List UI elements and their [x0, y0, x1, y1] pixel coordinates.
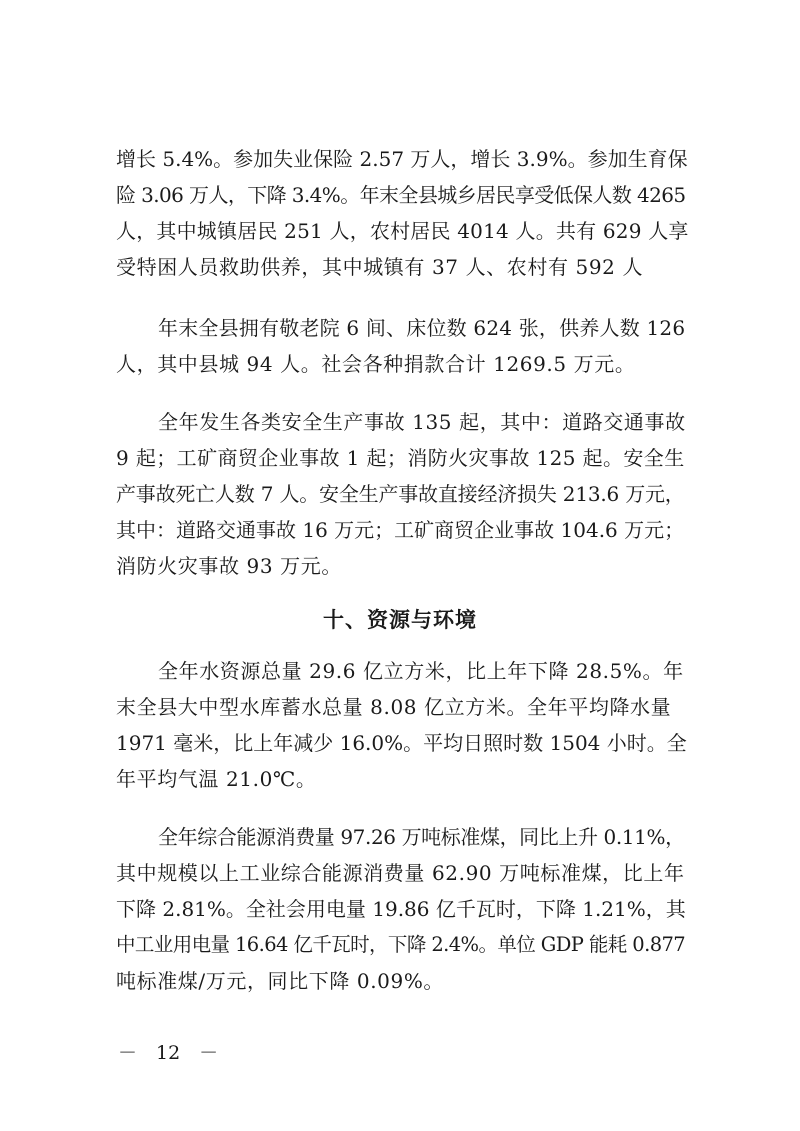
text-line: 全年发生各类安全生产事故 135 起，其中：道路交通事故: [158, 410, 686, 434]
text-line: 下降 2.81%。全社会用电量 19.86 亿千瓦时，下降 1.21%，其: [116, 897, 686, 921]
text-line: 全年水资源总量 29.6 亿立方米，比上年下降 28.5%。年: [158, 659, 684, 683]
text-line: 9 起；工矿商贸企业事故 1 起；消防火灾事故 125 起。安全生: [116, 446, 685, 470]
text-line: 险 3.06 万人，下降 3.4%。年末全县城乡居民享受低保人数 4265: [116, 183, 686, 207]
text-line: 人，其中县城 94 人。社会各种捐款合计 1269.5 万元。: [116, 352, 636, 376]
text-line: 1971 毫米，比上年减少 16.0%。平均日照时数 1504 小时。全: [116, 731, 687, 755]
text-line: 年末全县拥有敬老院 6 间、床位数 624 张，供养人数 126: [158, 316, 686, 340]
text-line: 产事故死亡人数 7 人。安全生产事故直接经济损失 213.6 万元，: [116, 482, 685, 506]
text-line: 增长 5.4%。参加失业保险 2.57 万人，增长 3.9%。参加生育保: [116, 147, 688, 171]
text-line: 吨标准煤/万元，同比下降 0.09%。: [116, 969, 445, 993]
text-line: 其中规模以上工业综合能源消费量 62.90 万吨标准煤，比上年: [116, 861, 685, 885]
text-line: 末全县大中型水库蓄水总量 8.08 亿立方米。全年平均降水量: [116, 695, 672, 719]
text-line: 受特困人员救助供养，其中城镇有 37 人、农村有 592 人: [116, 255, 644, 279]
text-line: 全年综合能源消费量 97.26 万吨标准煤，同比上升 0.11%，: [158, 825, 685, 849]
text-line: 人，其中城镇居民 251 人，农村居民 4014 人。共有 629 人享: [116, 219, 689, 243]
text-line: 中工业用电量 16.64 亿千瓦时，下降 2.4%。单位 GDP 能耗 0.877: [116, 933, 686, 956]
text-line: 其中：道路交通事故 16 万元；工矿商贸企业事故 104.6 万元；: [116, 518, 685, 542]
text-line: 年平均气温 21.0℃。: [116, 767, 317, 791]
section-heading: 十、资源与环境: [323, 608, 477, 632]
text-line: 消防火灾事故 93 万元。: [116, 554, 342, 578]
page-number: － 12 －: [118, 1042, 219, 1064]
